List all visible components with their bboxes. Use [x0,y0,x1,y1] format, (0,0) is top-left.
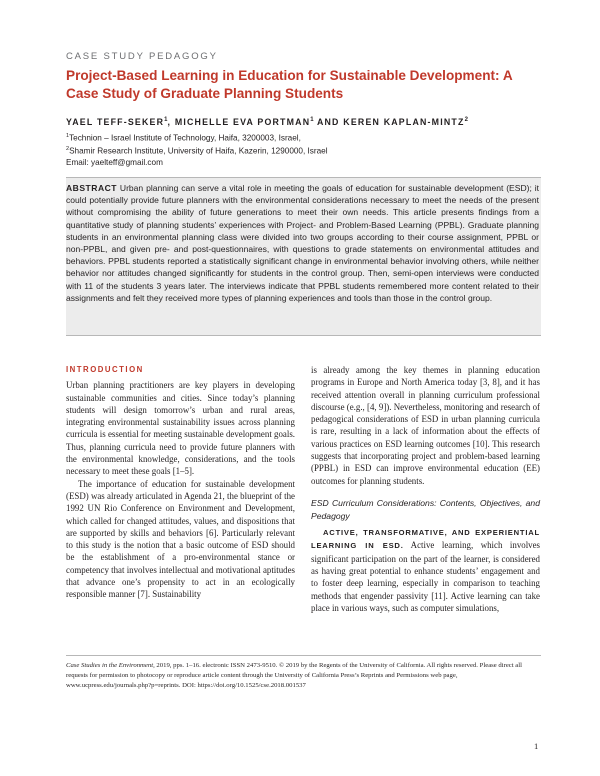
footer-divider [66,655,541,656]
body-column-left [66,364,295,601]
affiliation-mark: 2 [66,146,70,153]
runin-heading: ACTIVE, TRANSFORMATIVE, AND EXPERIENTIAL LEARNING IN ESD. [311,528,540,551]
body-paragraph [311,526,540,614]
article-title: Project-Based Learning in Education for Sustainable Development: A Case Study of Graduate Planning Students [66,68,513,101]
author-email: Email: yaelteff@gmail.com [66,158,163,168]
author-name: KEREN KAPLAN-MINTZ [343,117,465,127]
section-kicker: CASE STUDY PEDAGOGY [66,51,218,62]
journal-name: Case Studies in the Environment [66,662,154,669]
author-conjunction: AND [316,117,340,127]
author-separator: , [167,117,172,127]
author-list [66,117,468,127]
footer-citation [66,661,541,691]
affiliation-mark: 1 [66,133,70,139]
body-column-right [311,364,540,614]
affiliations [66,131,536,168]
body-paragraph: is already among the key themes in planning education programs in Europe and North America today [3, 8], and it has received attention overall in planning curriculum professional discourse (e.g., [4, 9]). Nevertheless, monitoring and research of pedagogical considerations of ESD in urban planning curricula is rare, resulting in a lack of information about the effects of various practices on ESD learning outcomes [10]. This research suggests that incorporating project and problem-based learning (PPBL) in ESD can improve environmental education (EE) outcomes for planning students. [311,365,540,486]
abstract [66,182,539,304]
affiliation-mark: 1 [164,117,168,124]
affiliation-mark: 1 [310,117,314,124]
body-paragraph: Urban planning practitioners are key players in developing sustainable communities and cities. Since today’s planning students will design tomorrow’s urban and rural areas, integrating environmental sustainability issues across planning curricula is essential for meeting sustainable development goals. Thus, planning curricula need to provide future planners with the environmental knowledge, considerations, and the tools necessary to meet these goals [1–5]. [66,380,295,477]
body-paragraph-text: Active learning, which involves significant participation on the part of the learner, is considered as having great potential to enhance students’ engagement and to foster deep learning, especially in comparison to teaching methods that engender passivity [11]. Active learning can take place in various ways, such as computer simulations, [311,540,540,613]
subsection-heading: ESD Curriculum Considerations: Contents, Objectives, and Pedagogy [311,497,540,521]
author-name: MICHELLE EVA PORTMAN [174,117,311,127]
affiliation-line [66,131,536,144]
citation-text: , 2019, pps. 1–16. electronic ISSN 2473-9510. © 2019 by the Regents of the University of California. All rights reserved. Please direct all requests for permission to photocopy or reproduce article content through the University of California Press’s Reprints and Permissions web page, www.ucpress.edu/journals.php?p=reprints. DOI: https://doi.org/10.1525/cse.2018.001537 [66,662,522,689]
affiliation-line [66,144,536,157]
abstract-text: Urban planning can serve a vital role in meeting the goals of education for sustainable development (ESD); it could potentially provide future planners with the environmental considerations necessary to meet the needs of the present without compromising the ability of future generations to meet their own needs. This article presents findings from a quantitative study of planning students’ experiences with Project- and Problem-Based Learning (PPBL). Graduate planning students in an environmental planning class were divided into two groups according to their course assignment, PPBL or non-PPBL, and given pre- and post-questionnaires, with questions to grade statements on environmental attitudes and behaviors. PPBL students reported a statistically significant change in environmental behavior involving others, while neither behavior nor attitudes changed significantly for students in the control group. Then, semi-open interviews were conducted with 11 of the students 3 years later. The interviews indicate that PPBL students remembered more content related to their assignments and felt they received more types of planning experiences and tools than those in the control group. [66,183,540,303]
author-name: YAEL TEFF-SEKER [66,117,165,127]
affiliation-text: Shamir Research Institute, University of Haifa, Kazerin, 1290000, Israel [69,146,328,156]
page-number: 1 [534,741,539,751]
affiliation-text: Technion – Israel Institute of Technology, Haifa, 3200003, Israel, [69,133,301,143]
section-heading-introduction: INTRODUCTION [66,365,144,374]
affiliation-mark: 2 [464,117,468,124]
body-paragraph: The importance of education for sustainable development (ESD) was already articulated in Agenda 21, the blueprint of the 1992 UN Rio Conference on Environment and Development, which called for changed attitudes, values, and dispositions that are supported by skills and behaviors [6]. Particularly relevant to this study is the notion that a basic outcome of ESD should be the establishment of a pro-environmental stance or competency that involves intellectual and motivational aptitudes that advance one’s propensity to act in an ecologically responsible manner [7]. Sustainability [66,478,295,600]
abstract-label: ABSTRACT [66,183,118,193]
